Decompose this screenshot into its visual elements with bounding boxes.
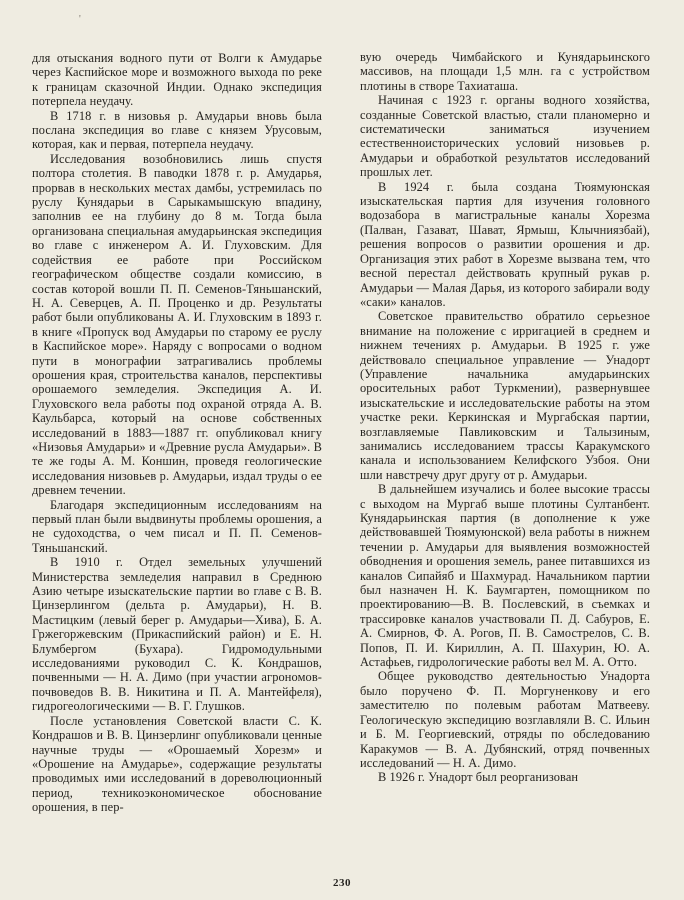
paragraph: для отыскания водного пути от Волги к Амударье через Каспийское море и возможного выхода по реке к границам сказочной Индии. Однако экспедиция потерпела неудачу. — [32, 51, 322, 109]
right-column — [360, 50, 650, 785]
paragraph: В 1718 г. в низовья р. Амударьи вновь была послана экспедиция во главе с князем Урусовым, которая, как и первая, потерпела неудачу. — [32, 108, 322, 152]
paragraph: Общее руководство деятельностью Унадорта было поручено Ф. П. Моргуненкову и его заместителю по полевым работам Матвееву. Геологическую экспедицию возглавляли В. С. Ильин и Б. М. Георгиевский, отряды по обследованию Каракумов — В. А. Дубянский, отряд почвенных исследований — Н. А. Димо. — [360, 669, 650, 770]
paragraph: вую очередь Чимбайского и Кунядарьинского массивов, на площади 1,5 млн. га с устройством плотины в створе Тахиаташа. — [360, 50, 650, 93]
paragraph: Исследования возобновились лишь спустя полтора столетия. В паводки 1878 г. р. Амударья, прорвав в нескольких местах дамбы, устремилась по руслу Кунядарьи в Сарыкамышскую впадину, заполнив ее на глубину до 8 м. Тогда была организована специальная амударьинская экспедиция во главе с инженером А. И. Глуховским. Для содействия ее работе при Российском географическом обществе создали комиссию, в состав которой вошли П. П. Семенов-Тяньшанский, Н. А. Северцев, А. П. Проценко и др. Результаты работ были опубликованы А. И. Глуховским в 1893 г. в книге «Пропуск вод Амударьи по старому ее руслу в Каспийское море». Наряду с вопросами о водном пути в монографии затрагивались проблемы орошения края, строительства каналов, перспективы орошаемого земледелия. Экспедиция А. И. Глуховского вела работы под охраной отряда А. В. Каульбарса, который на основе собственных исследований в 1883—1887 гг. опубликовал книгу «Низовья Амударьи» и «Древние русла Амударьи». В те же годы А. М. Коншин, проведя геологические исследования низовьев р. Амударьи, издал труды о ее древнем течении. — [32, 151, 322, 498]
paragraph: В 1924 г. была создана Тюямуюнская изыскательская партия для изучения головного водозабора в магистральные каналы Хорезма (Палван, Газават, Шават, Ярмыш, Клычниязбай), решения вопросов о развитии орошения и др. Организация этих работ в Хорезме вызвана тем, что весной перестал действовать крупный рукав р. Амударьи — Малая Дарья, из которого забирали воду «саки» каналов. — [360, 179, 650, 309]
paragraph: Благодаря экспедиционным исследованиям на первый план были выдвинуты проблемы орошения, а не судоходства, о чем писал и П. П. Семенов-Тяньшанский. — [32, 497, 322, 555]
paragraph: Советское правительство обратило серьезное внимание на положение с ирригацией в среднем и нижнем течениях р. Амударьи. В 1925 г. уже действовало специальное управление — Унадорт (Управление начальника амударьинских оросительных работ Туркмении), развернувшее изыскательские и исследовательские работы на этом участке реки. Керкинская и Мургабская партии, возглавляемые Павликовским и Талызиным, занимались исследованием трассы Каракумского канала и использованием Келифского Узбоя. Они шли навстречу друг другу от р. Амударьи. — [360, 309, 650, 482]
paragraph: В 1910 г. Отдел земельных улучшений Министерства земледелия направил в Среднюю Азию четыре изыскательские партии во главе с В. В. Цинзерлингом (дельта р. Амударьи), Н. В. Мастицким (левый берег р. Амударьи—Хива), Б. А. Гржегоржевским (Прикаспийский район) и Е. Н. Блумбергом (Бухара). Гидромодульными исследованиями руководил С. К. Кондрашов, почвенными — Н. А. Димо (при участии агрономов-почвоведов В. В. Никитина и П. А. Мантейфеля), гидрогеологическими — В. Г. Глушков. — [32, 555, 322, 714]
paragraph: В дальнейшем изучались и более высокие трассы с выходом на Мургаб выше плотины Султанбент. Кунядарьинская партия (в дополнение к уже действовавшей Тюямуюнской) вела работы в нижнем течении р. Амударьи для выявления возможностей обводнения и орошения земель, ранее питавшихся из каналов Сипайяб и Шахмурад. Начальником партии был назначен Н. К. Баумгартен, помощником по проектированию—В. В. Послевский, в съемках и трассировке каналов участвовали П. Д. Сабуров, Е. А. Смирнов, Ф. А. Рогов, П. В. Самострелов, С. В. Попов, П. И. Кириллин, А. П. Шахурин, Ю. А. Астафьев, гидрологические работы вел М. А. Отто. — [360, 482, 650, 670]
paragraph: Начиная с 1923 г. органы водного хозяйства, созданные Советской властью, стали планомерно и систематически заниматься изучением естественноисторических условий низовьев р. Амударьи и обработкой результатов исследований прошлых лет. — [360, 93, 650, 180]
page-number: 230 — [333, 877, 351, 889]
corner-mark: ' — [79, 14, 81, 25]
paragraph: После установления Советской власти С. К. Кондрашов и В. В. Цинзерлинг опубликовали ценные научные труды — «Орошаемый Хорезм» и «Орошение на Амударье», содержащие результаты проводимых ими исследований в дореволюционный период, техникоэкономическое обоснование орошения, в пер- — [32, 713, 322, 815]
left-column — [32, 51, 322, 815]
paragraph: В 1926 г. Унадорт был реорганизован — [378, 770, 579, 785]
